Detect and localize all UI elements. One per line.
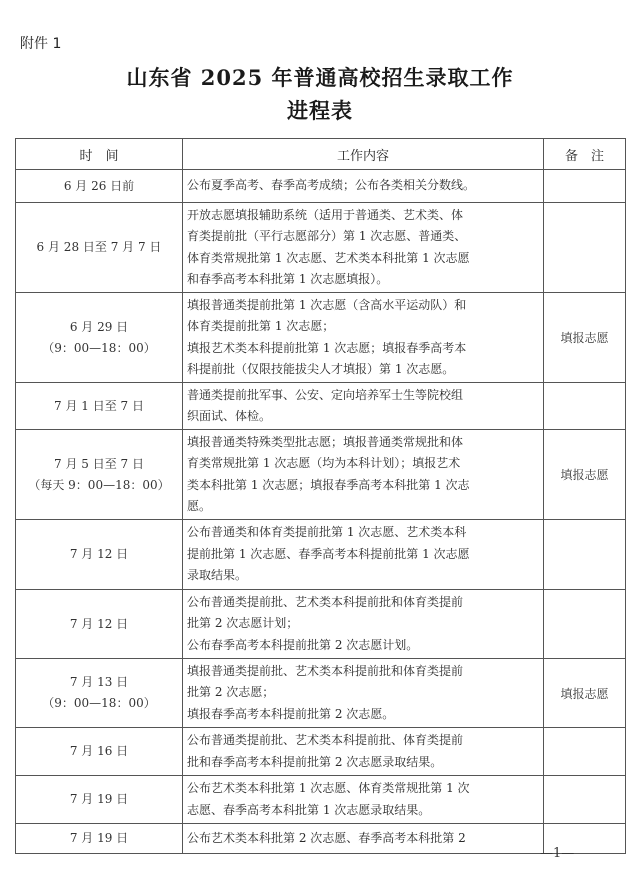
table-row xyxy=(16,203,626,293)
header-content: 工作内容 xyxy=(183,139,544,170)
row-content-cell xyxy=(183,590,544,659)
row-note-cell xyxy=(544,728,626,776)
row-note-cell xyxy=(544,520,626,590)
row-content-line: 体育类常规批第 1 次志愿、艺术类本科批第 1 次志愿 xyxy=(187,250,470,265)
row-content-line: 公布普通类提前批、艺术类本科提前批和体育类提前 xyxy=(187,594,464,609)
row-content-cell xyxy=(183,520,544,590)
table-row xyxy=(16,728,626,776)
header-row xyxy=(16,139,626,170)
row-note-cell xyxy=(544,383,626,430)
row-time-cell xyxy=(16,590,183,659)
row-time-cell xyxy=(16,293,183,383)
row-time-text: （每天 9：00—18：00） xyxy=(28,477,170,492)
row-content-line: 批第 2 次志愿计划； xyxy=(187,616,299,631)
row-time-cell xyxy=(16,520,183,590)
row-content-cell xyxy=(183,170,544,203)
row-content-cell xyxy=(183,203,544,293)
row-content-line: 和春季高考本科批第 1 次志愿填报）。 xyxy=(187,272,389,286)
row-time-cell xyxy=(16,824,183,854)
row-content-line: 普通类提前批军事、公安、定向培养军士生等院校组 xyxy=(187,387,464,402)
row-time-text: 6 月 29 日 xyxy=(69,319,129,334)
row-time-text: 7 月 12 日 xyxy=(69,616,129,631)
row-content-line: 体育类提前批第 1 次志愿； xyxy=(187,319,335,333)
row-note-cell: 填报志愿 xyxy=(544,293,626,383)
row-content-line: 批第 2 次志愿； xyxy=(187,685,275,700)
row-content-line: 填报普通类提前批第 1 次志愿（含高水平运动队）和 xyxy=(187,297,467,312)
row-content-line: 织面试、体检。 xyxy=(187,409,272,423)
row-time-text: 7 月 16 日 xyxy=(69,744,129,758)
row-content-line: 填报普通类提前批、艺术类本科提前批和体育类提前 xyxy=(187,663,464,678)
row-time-text: 7 月 19 日 xyxy=(69,831,129,845)
table-row xyxy=(16,776,626,824)
row-time-text: 7 月 19 日 xyxy=(69,792,129,806)
row-time-text: 7 月 13 日 xyxy=(69,675,129,689)
row-time-cell xyxy=(16,776,183,824)
row-note-cell: 填报志愿 xyxy=(544,659,626,728)
row-content-line: 开放志愿填报辅助系统（适用于普通类、艺术类、体 xyxy=(187,207,464,222)
row-content-line: 公布普通类和体育类提前批第 1 次志愿、艺术类本科 xyxy=(187,525,467,540)
row-content-cell xyxy=(183,383,544,430)
row-content-line: 录取结果。 xyxy=(187,568,248,583)
row-content-line: 公布春季高考本科提前批第 2 次志愿计划。 xyxy=(187,637,419,652)
row-content-line: 类本科批第 1 次志愿；填报春季高考本科批第 1 次志 xyxy=(187,477,470,492)
row-content-line: 批和春季高考本科提前批第 2 次志愿录取结果。 xyxy=(187,754,443,769)
schedule-table xyxy=(15,138,626,854)
row-note-cell xyxy=(544,776,626,824)
row-content-line: 提前批第 1 次志愿、春季高考本科提前批第 1 次志愿 xyxy=(187,546,470,561)
row-content-line: 填报普通类特殊类型批志愿；填报普通类常规批和体 xyxy=(187,434,464,449)
row-time-cell xyxy=(16,430,183,520)
row-content-line: 填报春季高考本科提前批第 2 次志愿。 xyxy=(187,706,395,721)
header-note: 备 注 xyxy=(544,139,626,170)
row-note-cell xyxy=(544,590,626,659)
row-content-line: 育类常规批第 1 次志愿（均为本科计划）；填报艺术 xyxy=(187,456,461,470)
page-number: —1— xyxy=(540,846,575,861)
schedule-body xyxy=(16,170,626,854)
row-time-text: 7 月 1 日至 7 日 xyxy=(54,398,144,413)
row-time-cell xyxy=(16,170,183,203)
row-time-cell xyxy=(16,728,183,776)
row-content-line: 愿。 xyxy=(187,499,212,513)
row-time-text: （9：00—18：00） xyxy=(42,696,156,710)
row-time-text: 7 月 5 日至 7 日 xyxy=(54,456,144,471)
row-content-cell xyxy=(183,824,544,854)
row-content-line: 公布艺术类本科批第 1 次志愿、体育类常规批第 1 次 xyxy=(187,781,470,795)
row-note-cell: 填报志愿 xyxy=(544,430,626,520)
row-time-text: 7 月 12 日 xyxy=(69,547,129,561)
row-time-cell xyxy=(16,383,183,430)
row-content-line: 公布夏季高考、春季高考成绩；公布各类相关分数线。 xyxy=(187,178,476,193)
table-row xyxy=(16,293,626,383)
row-content-cell xyxy=(183,659,544,728)
row-content-line: 育类提前批（平行志愿部分）第 1 次志愿、普通类、 xyxy=(187,229,467,243)
table-row xyxy=(16,430,626,520)
row-content-cell xyxy=(183,776,544,824)
attachment-label: 附件 1 xyxy=(20,36,62,52)
table-row xyxy=(16,659,626,728)
row-time-text: （9：00—18：00） xyxy=(42,340,156,355)
row-content-line: 科提前批（仅限技能拔尖人才填报）第 1 次志愿。 xyxy=(187,362,455,376)
table-row xyxy=(16,170,626,203)
row-content-cell xyxy=(183,430,544,520)
row-note-cell xyxy=(544,203,626,293)
row-time-text: 6 月 28 日至 7 月 7 日 xyxy=(36,240,162,254)
row-note-cell xyxy=(544,170,626,203)
page-title-line-1: 山东省 2025 年普通高校招生录取工作 xyxy=(126,65,514,90)
row-content-line: 填报艺术类本科提前批第 1 次志愿；填报春季高考本 xyxy=(187,340,467,355)
table-row xyxy=(16,383,626,430)
table-row xyxy=(16,590,626,659)
row-content-cell xyxy=(183,293,544,383)
row-content-cell xyxy=(183,728,544,776)
row-time-text: 6 月 26 日前 xyxy=(63,178,135,193)
page-title-line-2: 进程表 xyxy=(287,98,353,123)
table-row xyxy=(16,824,626,854)
row-time-cell xyxy=(16,203,183,293)
row-content-line: 志愿、春季高考本科批第 1 次志愿录取结果。 xyxy=(187,802,431,817)
row-content-line: 公布普通类提前批、艺术类本科提前批、体育类提前 xyxy=(187,733,464,747)
header-time: 时 间 xyxy=(16,139,183,170)
row-content-line: 公布艺术类本科批第 2 次志愿、春季高考本科批第 2 xyxy=(187,830,466,845)
table-row xyxy=(16,520,626,590)
row-time-cell xyxy=(16,659,183,728)
